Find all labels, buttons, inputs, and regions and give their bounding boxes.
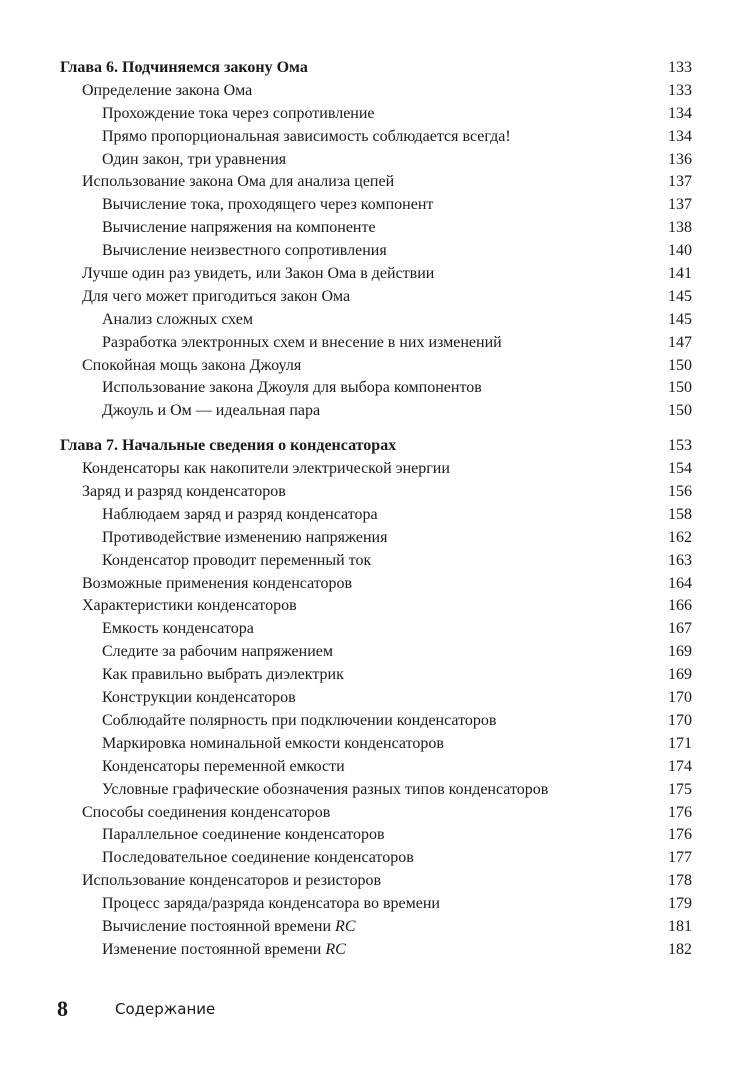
title-text: Наблюдаем заряд и разряд конденсатора <box>102 505 378 523</box>
title-text: Конденсатор проводит переменный ток <box>102 551 372 569</box>
toc-chapter <box>0 435 754 458</box>
toc-entry-title <box>102 733 444 756</box>
title-text: Использование закона Джоуля для выбора компонентов <box>102 379 482 397</box>
toc-section <box>0 481 754 504</box>
toc-entry-title <box>60 57 308 80</box>
toc-entry-page: 162 <box>668 528 692 546</box>
toc-entry-title <box>102 641 333 664</box>
title-text: Конденсаторы переменной емкости <box>102 757 345 775</box>
toc-entry-page: 153 <box>668 437 692 455</box>
toc-entry-page: 170 <box>668 711 692 729</box>
toc-entry-page: 134 <box>668 127 692 145</box>
toc-subsection <box>0 332 754 355</box>
toc-entry-page: 167 <box>668 620 692 638</box>
toc-section <box>0 870 754 893</box>
toc-entry-title <box>82 286 350 309</box>
toc-entry-page: 145 <box>668 310 692 328</box>
toc-entry-title <box>102 194 433 217</box>
toc-entry-page: 179 <box>668 895 692 913</box>
toc-entry-title <box>82 573 352 596</box>
toc-section <box>0 355 754 378</box>
toc-entry-page: 163 <box>668 551 692 569</box>
toc-entry-title <box>82 80 252 103</box>
title-text: Прохождение тока через сопротивление <box>102 104 375 122</box>
title-text: Прямо пропорциональная зависимость соблюдается всегда! <box>102 127 511 145</box>
title-text: Вычисление постоянной времени <box>102 917 336 935</box>
title-text: Лучше один раз увидеть, или Закон Ома в действии <box>82 265 435 283</box>
toc-entry-page: 138 <box>668 219 692 237</box>
toc-entry-page: 181 <box>668 917 692 935</box>
title-text: Конструкции конденсаторов <box>102 689 296 707</box>
toc-entry-page: 134 <box>668 104 692 122</box>
toc-subsection <box>0 240 754 263</box>
title-text: Изменение постоянной времени <box>102 940 326 958</box>
toc-entry-title <box>102 103 375 126</box>
toc-entry-page: 169 <box>668 643 692 661</box>
toc-entry-title <box>102 939 346 962</box>
toc-subsection <box>0 710 754 733</box>
toc-entry-title <box>60 435 396 458</box>
toc-entry-page: 177 <box>668 849 692 867</box>
toc-subsection <box>0 400 754 423</box>
toc-entry-page: 147 <box>668 333 692 351</box>
toc-section <box>0 263 754 286</box>
toc-entry-page: 156 <box>668 483 692 501</box>
toc-subsection <box>0 687 754 710</box>
toc-subsection <box>0 550 754 573</box>
toc-section <box>0 595 754 618</box>
toc-entry-title <box>102 377 482 400</box>
toc-subsection <box>0 664 754 687</box>
toc-entry-title <box>82 870 381 893</box>
title-text: Вычисление напряжения на компоненте <box>102 219 376 237</box>
toc-entry-title <box>82 595 297 618</box>
title-text: Для чего может пригодиться закон Ома <box>82 287 351 305</box>
page-number: 8 <box>57 996 68 1021</box>
title-text: Емкость конденсатора <box>102 620 254 638</box>
toc-entry-title <box>102 527 387 550</box>
toc-entry-page: 166 <box>668 597 692 615</box>
running-footer-title: Содержание <box>115 1000 216 1018</box>
toc-section <box>0 458 754 481</box>
toc-entry-title <box>102 756 345 779</box>
title-text: Использование закона Ома для анализа цепей <box>82 173 395 191</box>
toc-entry-title <box>102 710 496 733</box>
toc-entry-title <box>102 847 414 870</box>
toc-entry-title <box>102 332 502 355</box>
toc-subsection <box>0 149 754 172</box>
title-text: Следите за рабочим напряжением <box>102 643 333 661</box>
toc-subsection <box>0 779 754 802</box>
toc-subsection <box>0 309 754 332</box>
toc-entry-title <box>102 217 376 240</box>
toc-entry-title <box>102 779 548 802</box>
title-text: Вычисление тока, проходящего через компонент <box>102 196 434 214</box>
toc-subsection <box>0 641 754 664</box>
toc-entry-page: 164 <box>668 574 692 592</box>
title-text: Определение закона Ома <box>82 81 253 99</box>
toc-subsection <box>0 217 754 240</box>
title-text: Спокойная мощь закона Джоуля <box>82 356 302 374</box>
toc-subsection <box>0 377 754 400</box>
toc-entry-title <box>102 916 356 939</box>
toc-entry-title <box>102 309 253 332</box>
toc-entry-title <box>82 802 330 825</box>
title-text: Глава 7. Начальные сведения о конденсаторах <box>60 437 397 455</box>
title-text: Возможные применения конденсаторов <box>82 574 353 592</box>
title-text: Характеристики конденсаторов <box>82 597 297 615</box>
toc-subsection <box>0 194 754 217</box>
toc-entry-page: 170 <box>668 689 692 707</box>
toc-section <box>0 171 754 194</box>
toc-entry-title <box>102 550 371 573</box>
toc-entry-title <box>102 504 378 527</box>
toc-entry-page: 174 <box>668 757 692 775</box>
toc-subsection <box>0 103 754 126</box>
title-text: Маркировка номинальной емкости конденсаторов <box>102 734 444 752</box>
title-italic: RC <box>325 940 346 958</box>
toc-subsection <box>0 824 754 847</box>
title-text: Разработка электронных схем и внесение в них изменений <box>102 333 502 351</box>
title-italic: RC <box>335 917 356 935</box>
toc-entry-title <box>102 664 344 687</box>
toc-section <box>0 802 754 825</box>
toc-entry-page: 176 <box>668 803 692 821</box>
toc-entry-title <box>82 355 301 378</box>
toc-entry-page: 145 <box>668 287 692 305</box>
toc-entry-page: 178 <box>668 872 692 890</box>
toc-entry-page: 154 <box>668 460 692 478</box>
toc-entry-title <box>102 400 320 423</box>
toc-subsection <box>0 756 754 779</box>
title-text: Как правильно выбрать диэлектрик <box>102 666 344 684</box>
toc-entry-page: 137 <box>668 196 692 214</box>
title-text: Противодействие изменению напряжения <box>102 528 388 546</box>
toc-entry-page: 140 <box>668 242 692 260</box>
toc-entry-title <box>102 824 385 847</box>
title-text: Вычисление неизвестного сопротивления <box>102 242 387 260</box>
toc-subsection <box>0 847 754 870</box>
title-text: Процесс заряда/разряда конденсатора во времени <box>102 895 440 913</box>
toc-entry-title <box>102 893 440 916</box>
toc-entry-title <box>102 126 511 149</box>
toc-subsection <box>0 126 754 149</box>
toc-entry-page: 182 <box>668 940 692 958</box>
toc-entry-page: 169 <box>668 666 692 684</box>
toc-entry-page: 150 <box>668 379 692 397</box>
toc-entry-page: 175 <box>668 780 692 798</box>
toc-entry-title <box>102 149 286 172</box>
toc-entry-page: 158 <box>668 505 692 523</box>
toc-subsection <box>0 527 754 550</box>
toc-entry-page: 171 <box>668 734 692 752</box>
toc-subsection <box>0 916 754 939</box>
title-text: Джоуль и Ом — идеальная пара <box>102 402 321 420</box>
title-text: Соблюдайте полярность при подключении конденсаторов <box>102 711 497 729</box>
toc-section <box>0 80 754 103</box>
toc-entry-title <box>102 240 387 263</box>
toc-entry-title <box>82 481 286 504</box>
title-text: Глава 6. Подчиняемся закону Ома <box>60 59 308 76</box>
title-text: Способы соединения конденсаторов <box>82 803 331 821</box>
toc-entry-page: 150 <box>668 356 692 374</box>
toc-entry-title <box>82 263 434 286</box>
title-text: Параллельное соединение конденсаторов <box>102 826 385 844</box>
title-text: Один закон, три уравнения <box>102 150 287 168</box>
toc-entry-title <box>102 687 296 710</box>
title-text: Анализ сложных схем <box>102 310 253 328</box>
title-text: Использование конденсаторов и резисторов <box>82 872 382 890</box>
title-text: Заряд и разряд конденсаторов <box>82 483 286 501</box>
chapter-gap <box>0 423 754 435</box>
toc-subsection <box>0 733 754 756</box>
table-of-contents <box>0 57 754 962</box>
toc-entry-page: 176 <box>668 826 692 844</box>
title-text: Условные графические обозначения разных типов конденсаторов <box>102 780 549 798</box>
toc-subsection <box>0 504 754 527</box>
toc-chapter <box>0 57 754 80</box>
toc-entry-page: 150 <box>668 402 692 420</box>
toc-section <box>0 573 754 596</box>
toc-entry-page: 141 <box>668 265 692 283</box>
toc-entry-title <box>82 171 394 194</box>
toc-entry-title <box>82 458 450 481</box>
title-text: Конденсаторы как накопители электрической энергии <box>82 460 450 478</box>
title-text: Последовательное соединение конденсаторов <box>102 849 414 867</box>
toc-subsection <box>0 618 754 641</box>
toc-entry-page: 133 <box>668 81 692 99</box>
toc-entry-page: 137 <box>668 173 692 191</box>
toc-entry-title <box>102 618 254 641</box>
toc-entry-page: 136 <box>668 150 692 168</box>
toc-entry-page: 133 <box>668 59 692 76</box>
toc-subsection <box>0 939 754 962</box>
toc-subsection <box>0 893 754 916</box>
toc-section <box>0 286 754 309</box>
